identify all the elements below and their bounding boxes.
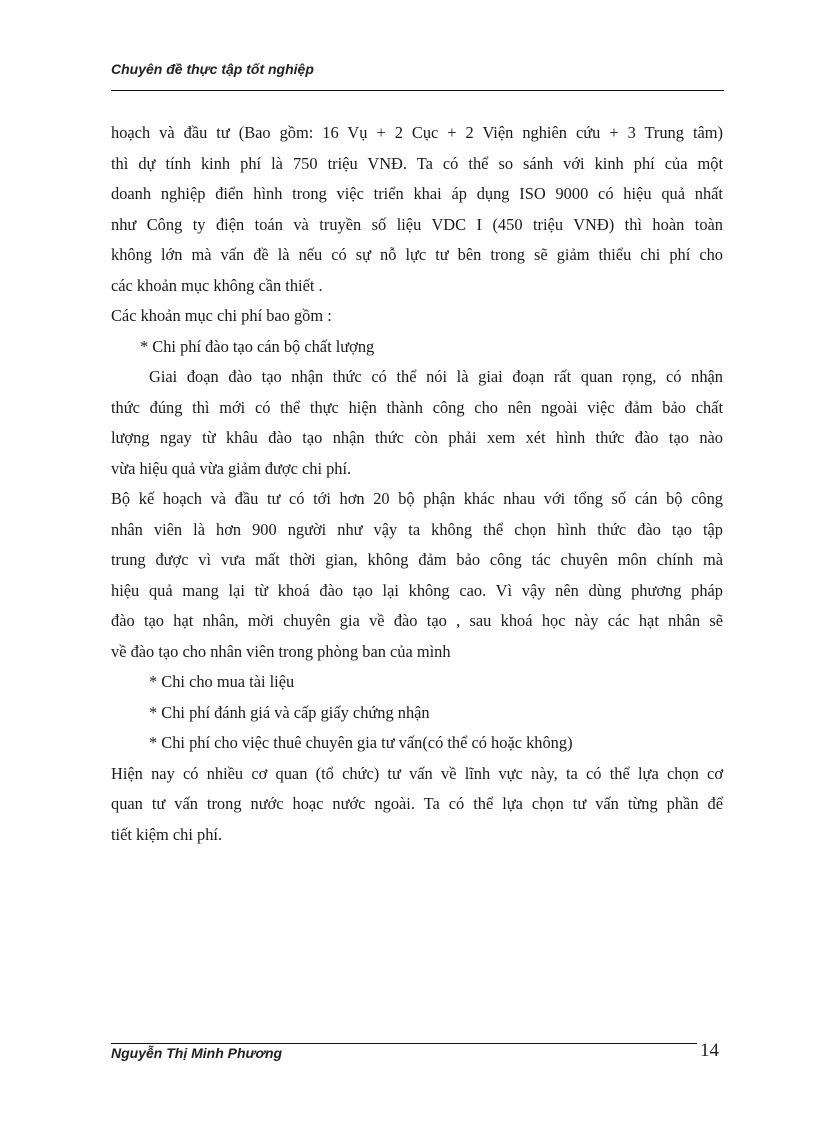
text-line: hoạch và đầu tư (Bao gồm: 16 Vụ + 2 Cục + 2 Viện nghiên cứu + 3 Trung tâm) bbox=[111, 123, 723, 142]
list-item: * Chi phí cho việc thuê chuyên gia tư vấn(có thể có hoặc không) bbox=[149, 733, 573, 752]
bullet-training-cost bbox=[111, 332, 723, 363]
text-line: Hiện nay có nhiều cơ quan (tổ chức) tư vấn về lĩnh vực này, ta có thể lựa chọn cơ bbox=[111, 763, 723, 783]
text-line: như Công ty điện toán và truyền số liệu VDC I (450 triệu VNĐ) thì hoàn toàn bbox=[111, 214, 723, 234]
text-line: về đào tạo cho nhân viên trong phòng ban của mình bbox=[111, 641, 451, 661]
paragraph-ministry-training bbox=[111, 484, 723, 667]
text-line: hiệu quả mang lại từ khoá đào tạo lại không cao. Vì vậy nên dùng phương pháp bbox=[111, 580, 723, 600]
footer-author: Nguyễn Thị Minh Phương bbox=[111, 1045, 283, 1061]
header-title: Chuyên đề thực tập tốt nghiệp bbox=[111, 61, 314, 77]
text-line: đào tạo hạt nhân, mời chuyên gia về đào tạo , sau khoá học này các hạt nhân sẽ bbox=[111, 611, 723, 630]
bullet-list bbox=[111, 667, 723, 759]
page-number: 14 bbox=[700, 1040, 719, 1061]
text-line: lượng ngay từ khâu đào tạo nhận thức còn phải xem xét hình thức đào tạo nào bbox=[111, 428, 723, 447]
text-line: thì dự tính kinh phí là 750 triệu VNĐ. Ta có thể so sánh với kinh phí của một bbox=[111, 153, 723, 173]
text-line: Giai đoạn đào tạo nhận thức có thể nói là giai đoạn rất quan rọng, có nhận bbox=[149, 367, 723, 386]
text-line: không lớn mà vấn đề là nếu có sự nỗ lực tư bên trong sẽ giảm thiểu chi phí cho bbox=[111, 245, 723, 264]
footer-rule bbox=[111, 1043, 697, 1044]
text-line: Các khoản mục chi phí bao gồm : bbox=[111, 306, 332, 325]
text-line: các khoản mục không cần thiết . bbox=[111, 275, 323, 295]
text-line: * Chi phí đào tạo cán bộ chất lượng bbox=[140, 336, 375, 356]
text-line: trung được vì vưa mất thời gian, không đảm bảo công tác chuyên môn chính mà bbox=[111, 550, 723, 569]
list-item: * Chi cho mua tài liệu bbox=[149, 672, 295, 691]
header-rule bbox=[111, 90, 724, 91]
text-line: tiết kiệm chi phí. bbox=[111, 824, 223, 844]
paragraph-consulting bbox=[111, 759, 723, 851]
list-item: * Chi phí đánh giá và cấp giấy chứng nhận bbox=[149, 702, 430, 722]
text-line: nhân viên là hơn 900 người như vậy ta không thể chọn hình thức đào tạo tập bbox=[111, 519, 723, 539]
text-line: quan tư vấn trong nước hoạc nước ngoài. Ta có thể lựa chọn tư vấn từng phần để bbox=[111, 794, 723, 813]
body-text bbox=[111, 118, 723, 850]
text-line: Bộ kế hoạch và đầu tư có tới hơn 20 bộ phận khác nhau với tổng số cán bộ công bbox=[111, 489, 723, 508]
text-line: vừa hiệu quả vừa giảm được chi phí. bbox=[111, 458, 352, 478]
text-line: doanh nghiệp điển hình trong việc triển khai áp dụng ISO 9000 có hiệu quả nhất bbox=[111, 184, 723, 203]
paragraph-cost-estimate bbox=[111, 118, 723, 301]
paragraph-awareness-training bbox=[111, 362, 723, 484]
paragraph-cost-items-intro bbox=[111, 301, 723, 332]
text-line: thức đúng thì mới có thể thực hiện thành công cho nên ngoài việc đảm bảo chất bbox=[111, 397, 723, 417]
